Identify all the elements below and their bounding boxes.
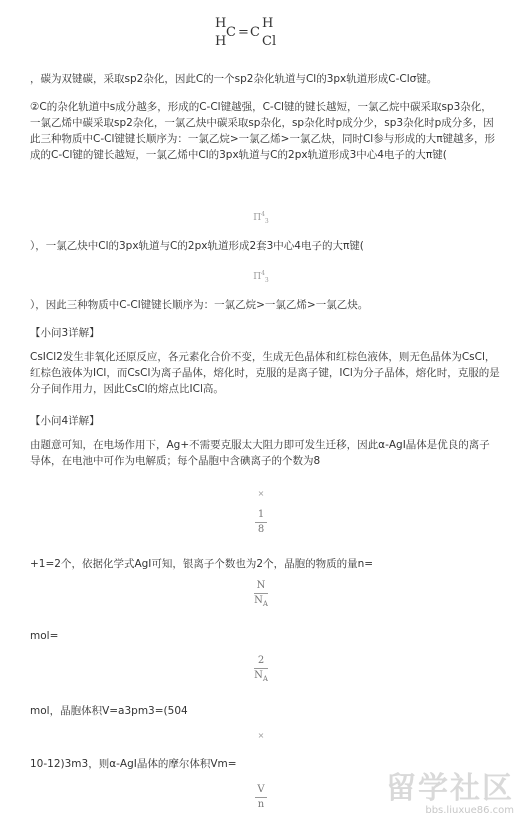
paragraph-ethyne-pi: ），一氯乙炔中Cl的3px轨道与C的2px轨道形成2套3中心4电子的大π键( [30, 240, 364, 252]
paragraph-volume: mol，晶胞体积V=a3pm3=(504 [30, 705, 188, 717]
watermark-logo [386, 773, 514, 817]
paragraph-cscl: CsICl2发生非氧化还原反应，各元素化合价不变，生成无色晶体和红棕色液体，则无色晶体为CsCl，红棕色液体为ICl，而CsCl为离子晶体，熔化时，克服的是离子键，ICl为分子晶体，熔化时，克服的是分子间作用力，因此CsCl的熔点比ICl高。 [30, 351, 500, 395]
paragraph-agi: 由题意可知，在电场作用下，Ag+不需要克服太大阻力即可发生迁移，因此α-AgI晶体是优良的离子导体，在电池中可作为电解质；每个晶胞中含碘离子的个数为8 [30, 439, 490, 467]
structural-formula [205, 14, 295, 54]
paragraph-bond-order: ），因此三种物质中C-Cl键键长顺序为：一氯乙烷>一氯乙烯>一氯乙炔。 [30, 299, 369, 311]
paragraph-sigma-bond: ，碳为双键碳，采取sp2杂化，因此C的一个sp2杂化轨道与Cl的3px轨道形成C-Clσ键。 [30, 73, 438, 85]
paragraph-hybridization: ②C的杂化轨道中s成分越多，形成的C-Cl键越强，C-Cl键的键长越短，一氯乙烷中碳采取sp3杂化，一氯乙烯中碳采取sp2杂化，一氯乙炔中碳采取sp杂化，sp杂化时p成分少，sp3杂化时p成分多，因此三种物质中C-Cl键键长顺序为：一氯乙烷>一氯乙烯>一氯乙炔，同时Cl参与形成的大π键越多，形成的C-Cl键的键长越短，一氯乙烯中Cl的3px轨道与C的2px轨道形成3中心4电子的大π键( [30, 101, 496, 161]
section-heading-3: 【小问3详解】 [30, 327, 100, 339]
pi-symbol: $\Pi^4_3$ [253, 211, 269, 225]
watermark-url: bbs.liuxue86.com [425, 805, 514, 816]
section-heading-4: 【小问4详解】 [30, 415, 100, 427]
atom-c: C [226, 25, 236, 40]
fraction-one-eighth: $\frac{1}{8}$ [0, 509, 522, 536]
paragraph-molar-volume: 10-12)3m3，则α-AgI晶体的摩尔体积Vm= [30, 758, 237, 770]
watermark-brand: 留学社区 [386, 771, 514, 806]
fraction-v-over-n: $\frac{V}{n}$ [0, 784, 522, 811]
atom-cl: Cl [262, 34, 277, 49]
times-symbol: × [257, 731, 265, 740]
atom-h: H [215, 34, 227, 49]
atom-h: H [262, 16, 274, 31]
double-bond: = [238, 25, 249, 40]
fraction-2-over-na: $\frac{2}{N_A}$ [254, 655, 268, 683]
fraction-n-over-na: $\frac{N}{N_A}$ [254, 580, 268, 608]
pi-symbol: $\Pi^4_3$ [253, 270, 269, 284]
atom-h: H [215, 16, 227, 31]
atom-c: C [250, 25, 260, 40]
paragraph-amount: +1=2个，依据化学式AgI可知，银离子个数也为2个，晶胞的物质的量n= [30, 558, 374, 570]
times-symbol: × [257, 489, 265, 498]
text-mol: mol= [30, 630, 59, 642]
